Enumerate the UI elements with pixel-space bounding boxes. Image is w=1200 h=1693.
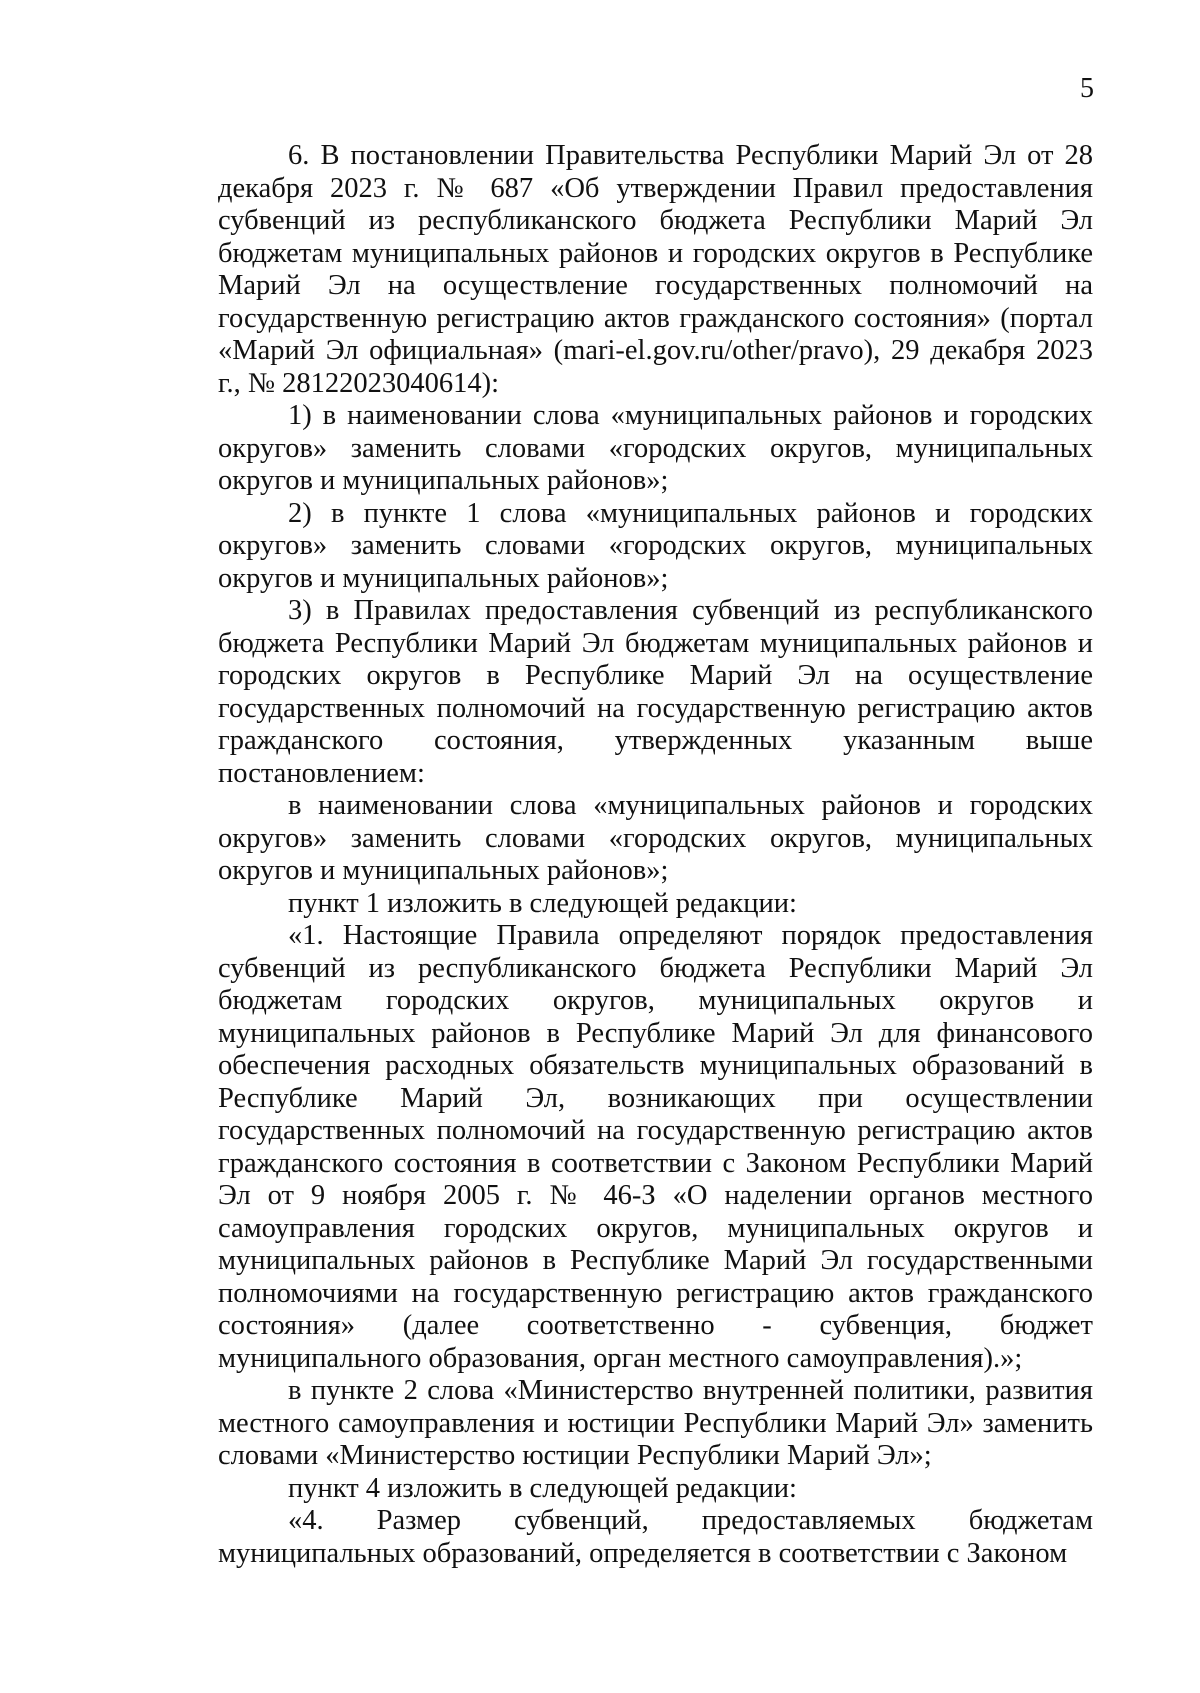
paragraph-item-6: 6. В постановлении Правительства Республики Марий Эл от 28 декабря 2023 г. № 687 «Об утверждении Правил предоставления субвенций из республиканского бюджета Республики Марий Эл бюджетам муниципальных районов и городских округов в Республике Марий Эл на осуществление государственных полномочий на государственную регистрацию актов гражданского состояния» (портал «Марий Эл официальная» (mari-el.gov.ru/other/pravo), 29 декабря 2023 г., № 28122023040614):: [218, 140, 1093, 399]
subparagraph-1: 1) в наименовании слова «муниципальных районов и городских округов» заменить словами «городских округов, муниципальных округов и муниципальных районов»;: [218, 400, 1093, 496]
paragraph-point-4-intro: пункт 4 изложить в следующей редакции:: [288, 1472, 797, 1504]
paragraph-point-2-change: в пункте 2 слова «Министерство внутренней политики, развития местного самоуправления и юстиции Республики Марий Эл» заменить словами «Министерство юстиции Республики Марий Эл»;: [218, 1375, 1093, 1471]
page-number: 5: [1080, 73, 1094, 104]
subparagraph-3: 3) в Правилах предоставления субвенций из республиканского бюджета Республики Марий Эл бюджетам муниципальных районов и городских округов в Республике Марий Эл на осуществление государственных полномочий на государственную регистрацию актов гражданского состояния, утвержденных указанным выше постановлением:: [218, 595, 1093, 789]
paragraph-point-4-text: «4. Размер субвенций, предоставляемых бюджетам муниципальных образований, определяется в соответствии с Законом: [218, 1505, 1093, 1569]
paragraph-point-1-intro: пункт 1 изложить в следующей редакции:: [288, 887, 797, 919]
paragraph-title-change: в наименовании слова «муниципальных районов и городских округов» заменить словами «городских округов, муниципальных округов и муниципальных районов»;: [218, 790, 1093, 886]
subparagraph-2: 2) в пункте 1 слова «муниципальных районов и городских округов» заменить словами «городских округов, муниципальных округов и муниципальных районов»;: [218, 497, 1093, 594]
document-body: [218, 140, 1093, 1570]
paragraph-point-1-text: «1. Настоящие Правила определяют порядок предоставления субвенций из республиканского бюджета Республики Марий Эл бюджетам городских округов, муниципальных округов и муниципальных районов в Республике Марий Эл для финансового обеспечения расходных обязательств муниципальных образований в Республике Марий Эл, возникающих при осуществлении государственных полномочий на государственную регистрацию актов гражданского состояния в соответствии с Законом Республики Марий Эл от 9 ноября 2005 г. № 46-З «О наделении органов местного самоуправления городских округов, муниципальных округов и муниципальных районов в Республике Марий Эл государственными полномочиями на государственную регистрацию актов гражданского состояния» (далее соответственно - субвенция, бюджет муниципального образования, орган местного самоуправления).»;: [218, 920, 1093, 1374]
